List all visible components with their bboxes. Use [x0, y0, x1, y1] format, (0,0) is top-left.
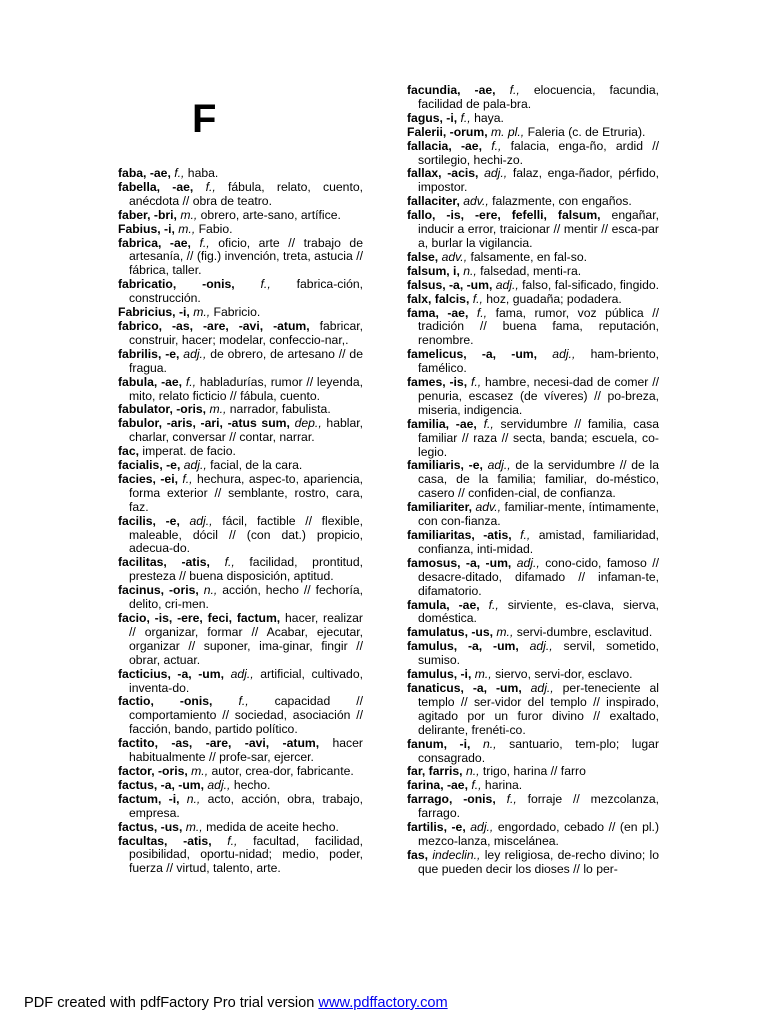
entry-headword: fabella, -ae,: [118, 179, 194, 194]
dictionary-entry: [407, 140, 659, 168]
dictionary-entry: [407, 459, 659, 501]
entry-grammar: adv.,: [463, 194, 489, 209]
dictionary-entry: [407, 279, 659, 293]
entry-grammar: adj.,: [484, 166, 508, 181]
entry-definition: ley religiosa, de-recho divino; lo que pueden decir los dioses // lo per-: [418, 847, 660, 876]
dictionary-entry: [407, 849, 659, 877]
entry-definition: Faleria (c. de Etruria).: [527, 124, 646, 139]
dictionary-entry: [118, 348, 363, 376]
entry-definition: santuario, tem-plo; lugar consagrado.: [418, 736, 660, 765]
entry-definition: fácil, factible // flexible, maleable, dócil // (con dat.) propicio, adecua-do.: [129, 513, 363, 556]
entry-headword: fabrilis, -e,: [118, 346, 180, 361]
entry-headword: faber, -bri,: [118, 207, 177, 222]
entry-grammar: f.,: [174, 166, 185, 180]
entry-headword: famulatus, -us,: [407, 625, 494, 640]
entry-headword: famula, -ae,: [407, 597, 480, 612]
entry-grammar: n.,: [483, 736, 497, 751]
entry-definition: acción, hecho // fechoría, delito, cri-men.: [129, 583, 364, 612]
dictionary-entry: [118, 793, 363, 821]
entry-definition: oficio, arte // trabajo de artesanía, // (fig.) invención, treta, astucia // fábrica, taller.: [129, 235, 363, 278]
entry-headword: Falerii, -orum,: [407, 124, 488, 139]
dictionary-entry: [118, 181, 363, 209]
entry-headword: fagus, -i,: [407, 110, 458, 125]
dictionary-entry: [118, 515, 363, 557]
entry-grammar: f.,: [506, 792, 517, 807]
entry-grammar: adv.,: [475, 500, 502, 515]
entry-definition: de obrero, de artesano // de fragua.: [129, 346, 363, 375]
entry-grammar: f.,: [488, 597, 499, 612]
entry-definition: haba.: [187, 166, 219, 180]
entry-definition: Fabio.: [198, 221, 233, 236]
entry-grammar: f.,: [470, 375, 482, 390]
dictionary-entry: [118, 835, 363, 877]
entry-definition: haya.: [474, 110, 504, 125]
dictionary-entry: [118, 167, 363, 181]
entry-definition: autor, crea-dor, fabricante.: [211, 763, 354, 778]
entry-grammar: m.,: [209, 402, 227, 417]
entry-headword: fabulor, -aris, -ari, -atus sum,: [118, 416, 290, 431]
entry-grammar: f.,: [491, 138, 502, 153]
entry-headword: familiariter,: [407, 500, 473, 515]
dictionary-entry: [407, 293, 659, 307]
entry-headword: famulus, -a, -um,: [407, 639, 519, 654]
entry-definition: fábula, relato, cuento, anécdota // obra de teatro.: [129, 179, 364, 208]
entry-headword: famelicus, -a, -um,: [407, 347, 538, 362]
entry-headword: farrago, -onis,: [407, 792, 496, 807]
dictionary-entry: [407, 195, 659, 209]
entry-grammar: f.,: [260, 277, 271, 292]
entry-headword: facilis, -e,: [118, 513, 180, 528]
dictionary-entry: [407, 265, 659, 279]
entry-headword: facundia, -ae,: [407, 83, 496, 97]
entry-headword: fabrica, -ae,: [118, 235, 191, 250]
dictionary-entry: [407, 529, 659, 557]
entry-grammar: m.,: [180, 207, 198, 222]
entry-headword: familiaritas, -atis,: [407, 528, 512, 542]
entry-grammar: adj.,: [530, 680, 554, 695]
dictionary-entry: [118, 278, 363, 306]
dictionary-entry: [118, 459, 363, 473]
entry-definition: engañar, inducir a error, traicionar // mentir // esca-par a, burlar la vigilancia.: [418, 208, 659, 250]
entry-grammar: f.,: [520, 528, 531, 542]
entry-grammar: adj.,: [470, 820, 494, 835]
entry-definition: medida de aceite hecho.: [206, 819, 339, 834]
entry-grammar: f.,: [185, 374, 197, 389]
dictionary-entry: [118, 695, 363, 737]
entry-headword: factum, -i,: [118, 791, 180, 806]
dictionary-entry: [118, 403, 363, 417]
entry-grammar: adj.,: [487, 458, 511, 473]
entry-headword: falx, falcis,: [407, 291, 470, 306]
dictionary-entry: [407, 307, 659, 349]
entry-grammar: adj.,: [529, 639, 553, 654]
entry-grammar: indeclin.,: [432, 847, 481, 862]
entry-grammar: n.,: [463, 263, 477, 278]
dictionary-entry: [407, 418, 659, 460]
entry-grammar: f.,: [205, 179, 216, 194]
entry-definition: ham-briento, famélico.: [418, 347, 660, 376]
section-letter: F: [192, 97, 217, 141]
entry-definition: fabricar, construir, hacer; modelar, confeccio-nar,.: [129, 318, 363, 347]
entry-headword: famulus, -i,: [407, 667, 472, 682]
entry-definition: amistad, familiaridad, confianza, inti-midad.: [418, 528, 659, 556]
entry-definition: imperat. de facio.: [142, 444, 236, 459]
dictionary-entry: [118, 612, 363, 668]
entry-grammar: n.,: [203, 583, 218, 598]
entry-definition: de la servidumbre // de la casa, de la familia; familiar, do-méstico, casero // confiden-cial, de confianza.: [418, 458, 660, 501]
entry-headword: fas,: [407, 847, 429, 862]
dictionary-entry: [118, 473, 363, 515]
entry-headword: factor, -oris,: [118, 763, 188, 778]
entry-grammar: m.,: [178, 221, 196, 236]
entry-headword: fallax, -acis,: [407, 166, 479, 181]
entry-definition: hambre, necesi-dad de comer // penuria, escasez (de víveres) // po-breza, miseria, indigencia.: [418, 375, 659, 417]
entry-headword: factito, -as, -are, -avi, -atum,: [118, 736, 320, 751]
entry-headword: falsum, i,: [407, 263, 460, 278]
dictionary-entry: [407, 599, 659, 627]
entry-definition: falazmente, con engaños.: [492, 194, 632, 209]
entry-headword: fallo, -is, -ere, fefelli, falsum,: [407, 208, 601, 223]
entry-definition: per-teneciente al templo // ser-vidor del templo // inspirado, agitado por un furor divino // exaltado, delirante, frenéti-co.: [418, 680, 659, 737]
entry-definition: facilidad, prontitud, presteza // buena disposición, aptitud.: [129, 555, 363, 584]
dictionary-entry: [407, 126, 659, 140]
entry-definition: falso, fal-sificado, fingido.: [522, 277, 660, 292]
entry-definition: capacidad // comportamiento // sociedad, asociación // facción, bando, partido político.: [129, 694, 364, 737]
entry-grammar: m. pl.,: [490, 124, 525, 139]
entry-headword: Fabricius, -i,: [118, 305, 190, 320]
entry-headword: fallaciter,: [407, 194, 460, 209]
entry-grammar: adj.,: [495, 277, 519, 292]
entry-definition: familiar-mente, íntimamente, con con-fianza.: [418, 500, 659, 529]
entry-grammar: dep.,: [294, 416, 322, 431]
entry-grammar: adj.,: [516, 555, 540, 570]
entry-headword: Fabius, -i,: [118, 221, 175, 236]
dictionary-entry: [118, 376, 363, 404]
entry-definition: servidumbre // familia, casa familiar // raza // secta, banda; escuela, co-legio.: [418, 416, 660, 459]
pdffactory-link[interactable]: www.pdffactory.com: [318, 995, 448, 1011]
entry-headword: fabula, -ae,: [118, 374, 183, 389]
entry-definition: forraje // mezcolanza, farrago.: [418, 792, 659, 821]
entry-headword: fallacia, -ae,: [407, 138, 482, 153]
entry-definition: harina.: [484, 778, 523, 793]
entry-grammar: f.,: [476, 305, 488, 320]
entry-grammar: f.,: [472, 291, 483, 306]
entry-headword: familia, -ae,: [407, 416, 477, 431]
dictionary-entry: [407, 112, 659, 126]
entry-definition: servi-dumbre, esclavitud.: [516, 625, 653, 640]
pdf-footer: [24, 994, 448, 1012]
entry-headword: fanum, -i,: [407, 736, 471, 751]
dictionary-entry: [118, 737, 363, 765]
entry-definition: servil, sometido, sumiso.: [418, 639, 659, 668]
entry-grammar: n.,: [186, 791, 201, 806]
entry-grammar: f.,: [238, 694, 249, 709]
entry-headword: facticius, -a, -um,: [118, 666, 224, 681]
entry-headword: facilitas, -atis,: [118, 555, 210, 570]
entry-grammar: adj.,: [183, 458, 207, 473]
entry-definition: obrero, arte-sano, artífice.: [200, 207, 341, 222]
entry-definition: hacer, realizar // organizar, formar // Acabar, ejecutar, organizar // suponer, ima-ginar, fingir // obrar, actuar.: [129, 611, 363, 667]
entry-headword: famosus, -a, -um,: [407, 555, 512, 570]
entry-grammar: m.,: [474, 667, 492, 682]
entry-definition: facial, de la cara.: [210, 458, 303, 473]
dictionary-entry: [118, 237, 363, 279]
entry-definition: fama, rumor, voz pública // tradición // buena fama, reputación, renombre.: [418, 305, 659, 348]
entry-definition: elocuencia, facundia, facilidad de pala-bra.: [418, 83, 659, 111]
dictionary-entry: [118, 320, 363, 348]
entry-definition: habladurías, rumor // leyenda, mito, relato ficticio // fábula, cuento.: [129, 374, 363, 403]
entry-grammar: adj.,: [207, 777, 231, 792]
entry-definition: fabrica-ción, construcción.: [129, 277, 364, 306]
entry-headword: facies, -ei,: [118, 471, 178, 486]
entry-headword: fabulator, -oris,: [118, 402, 207, 417]
dictionary-entry: [407, 557, 659, 599]
dictionary-entry: [118, 223, 363, 237]
entry-grammar: f.,: [224, 555, 235, 570]
entry-grammar: adj.,: [189, 513, 213, 528]
entry-grammar: m.,: [185, 819, 203, 834]
dictionary-entry: [118, 209, 363, 223]
dictionary-entry: [407, 84, 659, 112]
entry-definition: acto, acción, obra, trabajo, empresa.: [129, 791, 363, 820]
dictionary-entry: [118, 417, 363, 445]
entry-grammar: f.,: [199, 235, 210, 250]
dictionary-entry: [118, 779, 363, 793]
entry-definition: Fabricio.: [213, 305, 261, 320]
entry-headword: fanaticus, -a, -um,: [407, 680, 522, 695]
entry-grammar: adj.,: [552, 347, 576, 362]
entry-headword: false,: [407, 249, 439, 264]
entry-definition: cono-cido, famoso // desacre-ditado, difamado // infaman-te, difamatorio.: [418, 555, 659, 598]
dictionary-entry: [118, 556, 363, 584]
entry-headword: facinus, -oris,: [118, 583, 199, 598]
dictionary-entry: [118, 765, 363, 779]
entry-grammar: f.,: [471, 778, 482, 793]
entry-definition: falacia, enga-ño, ardid // sortilegio, hechi-zo.: [418, 138, 659, 167]
entry-headword: fama, -ae,: [407, 305, 469, 320]
entry-headword: far, farris,: [407, 764, 463, 779]
dictionary-entry: [407, 765, 659, 779]
entry-definition: hechura, aspec-to, apariencia, forma exterior // semblante, rostro, cara, faz.: [129, 471, 363, 514]
entry-grammar: adv.,: [441, 249, 468, 264]
entry-grammar: m.,: [193, 305, 211, 320]
entry-grammar: m.,: [496, 625, 514, 640]
dictionary-entry: [407, 626, 659, 640]
entry-headword: familiaris, -e,: [407, 458, 483, 473]
entry-definition: engordado, cebado // (en pl.) mezco-lanza, miscelánea.: [418, 820, 660, 848]
dictionary-entry: [407, 793, 659, 821]
entry-grammar: f.,: [227, 833, 238, 848]
entry-definition: trigo, harina // farro: [482, 764, 586, 779]
entry-grammar: f.,: [460, 110, 471, 125]
entry-definition: facultad, facilidad, posibilidad, oportu-nidad; medio, poder, fuerza // virtud, talento, arte.: [129, 833, 364, 876]
entry-definition: narrador, fabulista.: [229, 402, 331, 417]
right-column: [407, 84, 659, 877]
left-column: [118, 167, 363, 876]
entry-definition: falsedad, menti-ra.: [480, 263, 582, 278]
dictionary-entry: [118, 584, 363, 612]
entry-headword: fabrico, -as, -are, -avi, -atum,: [118, 318, 310, 333]
dictionary-entry: [407, 376, 659, 418]
entry-headword: factio, -onis,: [118, 694, 213, 709]
entry-headword: farina, -ae,: [407, 778, 468, 793]
dictionary-entry: [407, 501, 659, 529]
dictionary-entry: [118, 445, 363, 459]
entry-headword: fabricatio, -onis,: [118, 277, 235, 292]
dictionary-entry: [118, 821, 363, 835]
dictionary-entry: [407, 779, 659, 793]
entry-definition: hablar, charlar, conversar // contar, narrar.: [129, 416, 364, 445]
dictionary-entry: [407, 167, 659, 195]
entry-grammar: f.,: [509, 83, 520, 97]
entry-headword: facultas, -atis,: [118, 833, 212, 848]
dictionary-entry: [407, 640, 659, 668]
entry-headword: facio, -is, -ere, feci, factum,: [118, 611, 281, 625]
entry-definition: falsamente, en fal-so.: [470, 249, 588, 264]
entry-grammar: m.,: [191, 763, 209, 778]
dictionary-entry: [118, 306, 363, 320]
entry-definition: hacer habitualmente // profe-sar, ejercer.: [129, 736, 363, 765]
entry-definition: artificial, cultivado, inventa-do.: [129, 666, 363, 695]
entry-grammar: n.,: [465, 764, 480, 779]
entry-headword: fames, -is,: [407, 375, 468, 390]
entry-headword: fartilis, -e,: [407, 820, 466, 835]
entry-headword: factus, -us,: [118, 819, 183, 834]
dictionary-entry: [407, 209, 659, 251]
entry-grammar: adj.,: [230, 666, 254, 681]
dictionary-entry: [407, 738, 659, 766]
entry-grammar: f.,: [483, 416, 494, 431]
entry-grammar: f.,: [182, 471, 193, 486]
dictionary-entry: [407, 821, 659, 849]
dictionary-entry: [407, 348, 659, 376]
entry-definition: sirviente, es-clava, sierva, doméstica.: [418, 597, 659, 626]
entry-headword: facialis, -e,: [118, 458, 181, 473]
entry-headword: factus, -a, -um,: [118, 777, 205, 792]
dictionary-entry: [118, 668, 363, 696]
entry-headword: faba, -ae,: [118, 166, 171, 180]
entry-definition: hecho.: [233, 777, 271, 792]
entry-headword: fac,: [118, 444, 140, 459]
entry-definition: hoz, guadaña; podadera.: [486, 291, 622, 306]
dictionary-entry: [407, 251, 659, 265]
footer-text: PDF created with pdfFactory Pro trial version: [24, 995, 315, 1011]
entry-headword: falsus, -a, -um,: [407, 277, 493, 292]
dictionary-entry: [407, 668, 659, 682]
dictionary-entry: [407, 682, 659, 738]
entry-definition: siervo, servi-dor, esclavo.: [495, 667, 633, 682]
entry-grammar: adj.,: [183, 346, 207, 361]
entry-definition: falaz, enga-ñador, pérfido, impostor.: [418, 166, 660, 195]
